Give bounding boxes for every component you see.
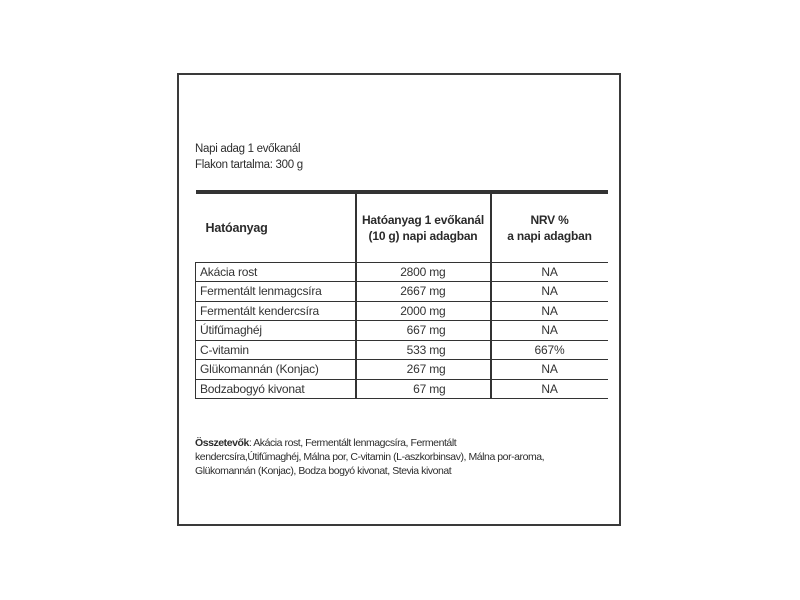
- ingredient-amount: 2000 mg: [356, 301, 491, 321]
- ingredient-nrv: NA: [491, 379, 608, 399]
- ingredients-separator: :: [248, 437, 254, 449]
- ingredients-label: Összetevők: [195, 437, 249, 449]
- ingredient-name: Fermentált lenmagcsíra: [196, 282, 356, 302]
- ingredient-nrv: 667%: [491, 340, 608, 360]
- ingredient-name: Glükomannán (Konjac): [196, 360, 356, 380]
- header-ingredient: [196, 192, 356, 262]
- ingredient-name: Bodzabogyó kivonat: [196, 379, 356, 399]
- header-nrv: [491, 192, 608, 262]
- table-row: [196, 340, 608, 360]
- serving-info: [195, 141, 303, 173]
- table-row: [196, 301, 608, 321]
- ingredient-nrv: NA: [491, 282, 608, 302]
- ingredient-name: Fermentált kendercsíra: [196, 301, 356, 321]
- ingredients-text-1: Akácia rost, Fermentált lenmagcsíra, Fermentált: [253, 437, 457, 449]
- table-row: [196, 360, 608, 380]
- ingredient-amount: 667 mg: [356, 321, 491, 341]
- ingredient-nrv: NA: [491, 262, 608, 282]
- ingredient-nrv: NA: [491, 360, 608, 380]
- header-nrv-line1: NRV %: [530, 212, 569, 227]
- nutrition-table: [195, 190, 608, 399]
- ingredient-amount: 2667 mg: [356, 282, 491, 302]
- ingredient-name: Akácia rost: [196, 262, 356, 282]
- header-nrv-line2: a napi adagban: [507, 228, 592, 243]
- ingredients-line-1: [195, 436, 605, 450]
- ingredient-amount: 533 mg: [356, 340, 491, 360]
- ingredients-line-3: Glükomannán (Konjac), Bodza bogyó kivonat, Stevia kivonat: [195, 465, 452, 477]
- ingredient-nrv: NA: [491, 321, 608, 341]
- table-row: [196, 262, 608, 282]
- ingredients-line-2: kendercsíra,Útifűmaghéj, Málna por, C-vitamin (L-aszkorbinsav), Málna por-aroma,: [195, 451, 545, 463]
- ingredient-name: Útifűmaghéj: [196, 321, 356, 341]
- header-ingredient-label: Hatóanyag: [205, 220, 268, 235]
- ingredient-amount: 2800 mg: [356, 262, 491, 282]
- table-row: [196, 282, 608, 302]
- table-row: [196, 321, 608, 341]
- container-content-text: Flakon tartalma: 300 g: [195, 159, 303, 171]
- ingredients-list: [195, 436, 605, 478]
- header-amount: [356, 192, 491, 262]
- header-amount-line2: (10 g) napi adagban: [368, 228, 478, 243]
- daily-dose-text: Napi adag 1 evőkanál: [195, 143, 301, 155]
- ingredient-name: C-vitamin: [196, 340, 356, 360]
- table-header-row: [196, 192, 608, 262]
- header-amount-line1: Hatóanyag 1 evőkanál: [361, 212, 485, 227]
- ingredient-amount: 67 mg: [356, 379, 491, 399]
- ingredient-nrv: NA: [491, 301, 608, 321]
- ingredient-amount: 267 mg: [356, 360, 491, 380]
- table-row: [196, 379, 608, 399]
